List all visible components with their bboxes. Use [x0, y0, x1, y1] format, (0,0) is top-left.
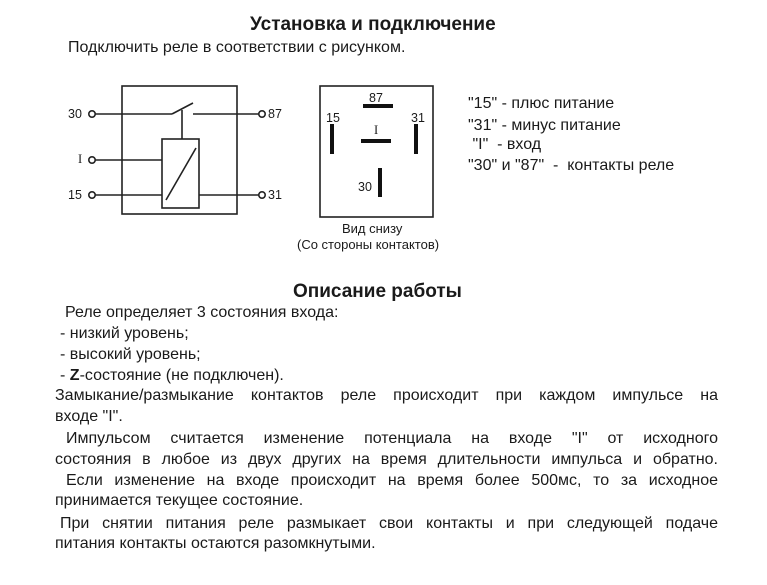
pin-label-15: 15 [326, 111, 340, 125]
paragraph-line: При снятии питания реле размыкает свои контакты и при следующей подаче [60, 515, 718, 532]
paragraph-line: питания контакты остаются разомкнутыми. [55, 535, 376, 552]
state-item: - высокий уровень; [60, 346, 201, 363]
pinout-caption-subtitle: (Со стороны контактов) [297, 237, 440, 252]
legend-item: "31" - минус питание [468, 117, 621, 134]
operation-intro: Реле определяет 3 состояния входа: [65, 304, 339, 321]
pin-30 [378, 168, 382, 197]
pin-label-31: 31 [411, 111, 425, 125]
section-title-operation: Описание работы [293, 281, 462, 302]
paragraph-line: Замыкание/размыкание контактов реле происходит при каждом импульсе на [55, 387, 718, 404]
pin-label-I: I [374, 123, 379, 137]
state-item: - низкий уровень; [60, 325, 189, 342]
pin-label-87: 87 [369, 91, 383, 105]
terminal-label-30: 30 [68, 107, 82, 121]
terminal-30 [89, 111, 95, 117]
pin-label-30: 30 [358, 180, 372, 194]
terminal-15 [89, 192, 95, 198]
paragraph-line: Если изменение на входе происходит на время более 500мс, то за исходное [66, 472, 718, 489]
section-title-installation: Установка и подключение [250, 14, 496, 35]
terminal-label-87: 87 [268, 107, 282, 121]
wiring-diagram [60, 80, 300, 220]
pin-15 [330, 124, 334, 154]
paragraph-line: принимается текущее состояние. [55, 492, 304, 509]
terminal-label-I: I [78, 152, 83, 166]
state-item [60, 367, 284, 385]
terminal-I [89, 157, 95, 163]
state-prefix: - [60, 367, 70, 384]
paragraph-line: состояния в любое из двух других на время длительности импульса и обратно. [55, 451, 718, 468]
legend-item: "30" и "87" - контакты реле [468, 157, 675, 174]
legend-item: "I" - вход [468, 136, 542, 153]
terminal-31 [259, 192, 265, 198]
state-rest: -состояние (не подключен). [79, 367, 284, 384]
paragraph-line: входе "I". [55, 408, 123, 425]
z-letter: Z [69, 367, 80, 384]
paragraph-line: Импульсом считается изменение потенциала на входе "I" от исходного [66, 430, 718, 447]
legend-item: "15" - плюс питание [468, 95, 615, 112]
terminal-87 [259, 111, 265, 117]
terminal-label-15: 15 [68, 188, 82, 202]
pin-I [361, 139, 391, 143]
pin-31 [414, 124, 418, 154]
pinout-caption-title: Вид снизу [342, 221, 403, 236]
terminal-label-31: 31 [268, 188, 282, 202]
installation-instruction: Подключить реле в соответствии с рисунком. [68, 39, 406, 56]
